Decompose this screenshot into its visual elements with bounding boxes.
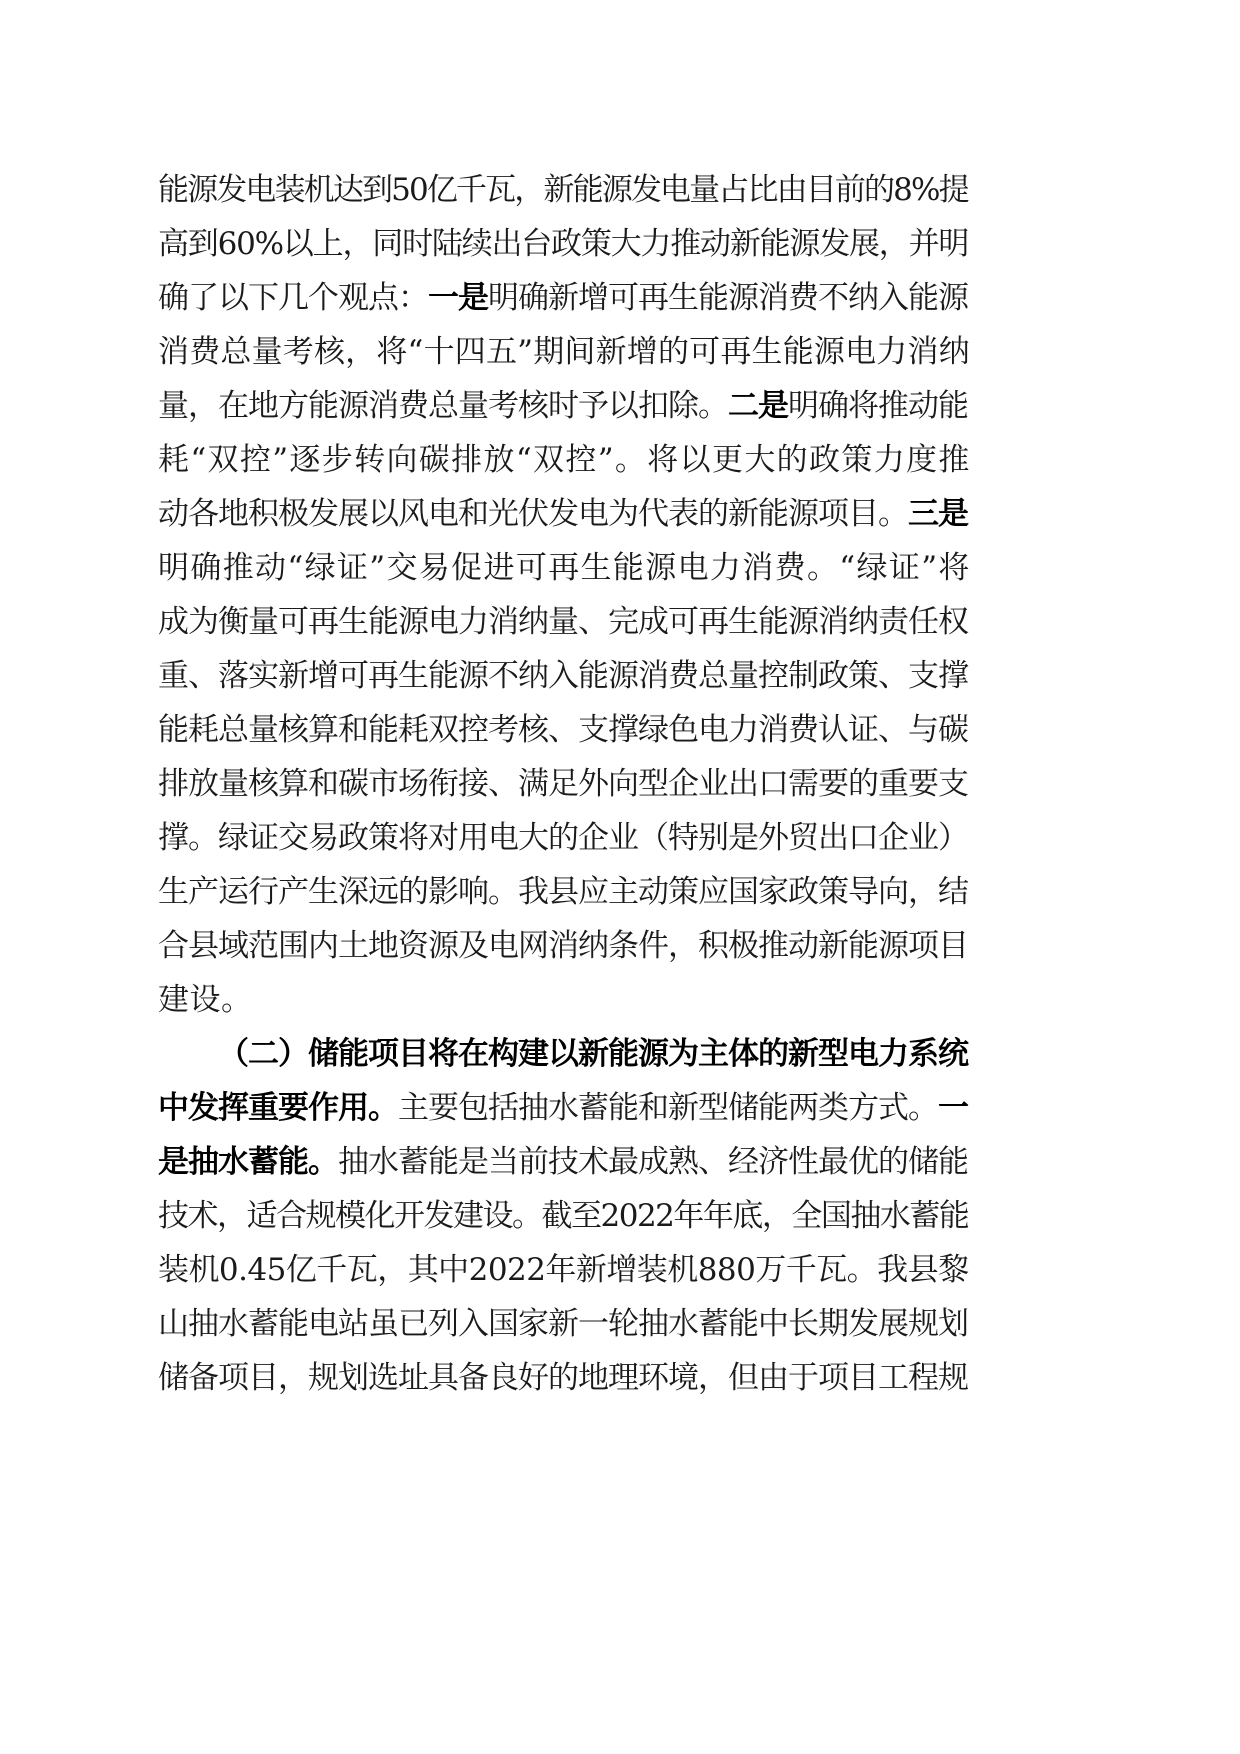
text-segment: 技术，适合规模化开发建设。截至2022年年底，全国抽水蓄能	[158, 1198, 969, 1234]
text-line	[158, 976, 253, 1024]
text-segment: 高到60%以上，同时陆续出台政策大力推动新能源发展，并明	[158, 226, 969, 262]
bold-heading-text: 一	[938, 1090, 968, 1126]
text-segment: 山抽水蓄能电站虽已列入国家新一轮抽水蓄能中长期发展规划	[158, 1306, 968, 1342]
text-segment: 装机0.45亿千瓦，其中2022年新增装机880万千瓦。我县黎	[158, 1252, 969, 1288]
text-segment: 储备项目，规划选址具备良好的地理环境，但由于项目工程规	[158, 1360, 968, 1396]
text-line	[158, 166, 968, 214]
bold-heading-text: 一是	[428, 280, 488, 316]
text-line	[158, 544, 971, 592]
text-line	[158, 436, 971, 484]
text-segment: 量，在地方能源消费总量考核时予以扣除。	[158, 388, 728, 424]
text-line	[158, 1084, 968, 1132]
text-line	[158, 1300, 968, 1348]
text-segment: 重、落实新增可再生能源不纳入能源消费总量控制政策、支撑	[158, 658, 968, 694]
text-segment: 抽水蓄能是当前技术最成熟、经济性最优的储能	[338, 1144, 968, 1180]
text-segment: 主要包括抽水蓄能和新型储能两类方式。	[398, 1090, 938, 1126]
text-line	[158, 490, 968, 538]
text-segment: 生产运行产生深远的影响。我县应主动策应国家政策导向，结	[158, 874, 968, 910]
text-line	[158, 274, 968, 322]
text-segment: 建设。	[158, 982, 253, 1018]
text-line	[158, 652, 968, 700]
text-segment: 排放量核算和碳市场衔接、满足外向型企业出口需要的重要支	[158, 766, 968, 802]
text-segment: 明确新增可再生能源消费不纳入能源	[488, 280, 968, 316]
text-segment: 撑。绿证交易政策将对用电大的企业（特别是外贸出口企业）	[158, 820, 968, 856]
bold-heading-text: 是抽水蓄能。	[158, 1144, 338, 1180]
bold-heading-text: 二是	[728, 388, 788, 424]
text-line	[158, 328, 970, 376]
text-line	[158, 760, 968, 808]
text-line	[218, 1030, 968, 1078]
text-segment: 能源发电装机达到50亿千瓦，新能源发电量占比由目前的8%提	[158, 172, 968, 208]
text-line	[158, 598, 968, 646]
text-line	[158, 1138, 968, 1186]
text-segment: 确了以下几个观点：	[158, 280, 428, 316]
text-line	[158, 1192, 968, 1240]
text-segment: 明确推动“绿证”交易促进可再生能源电力消费。“绿证”将	[158, 550, 971, 586]
text-line	[158, 814, 968, 862]
bold-heading-text: 中发挥重要作用。	[158, 1090, 398, 1126]
text-line	[158, 382, 968, 430]
text-segment: 能耗总量核算和能耗双控考核、支撑绿色电力消费认证、与碳	[158, 712, 968, 748]
text-line	[158, 220, 968, 268]
text-line	[158, 1354, 968, 1402]
text-segment: 消费总量考核，将“十四五”期间新增的可再生能源电力消纳	[158, 334, 970, 370]
text-line	[158, 868, 968, 916]
text-segment: 成为衡量可再生能源电力消纳量、完成可再生能源消纳责任权	[158, 604, 968, 640]
text-segment: 耗“双控”逐步转向碳排放“双控”。将以更大的政策力度推	[158, 442, 971, 478]
text-segment: 合县域范围内土地资源及电网消纳条件，积极推动新能源项目	[158, 928, 968, 964]
text-line	[158, 706, 968, 754]
bold-heading-text: 三是	[908, 496, 968, 532]
text-line	[158, 922, 968, 970]
text-line	[158, 1246, 969, 1294]
text-segment: 动各地积极发展以风电和光伏发电为代表的新能源项目。	[158, 496, 908, 532]
text-segment: 明确将推动能	[788, 388, 968, 424]
bold-heading-text: （二）储能项目将在构建以新能源为主体的新型电力系统	[218, 1036, 968, 1072]
